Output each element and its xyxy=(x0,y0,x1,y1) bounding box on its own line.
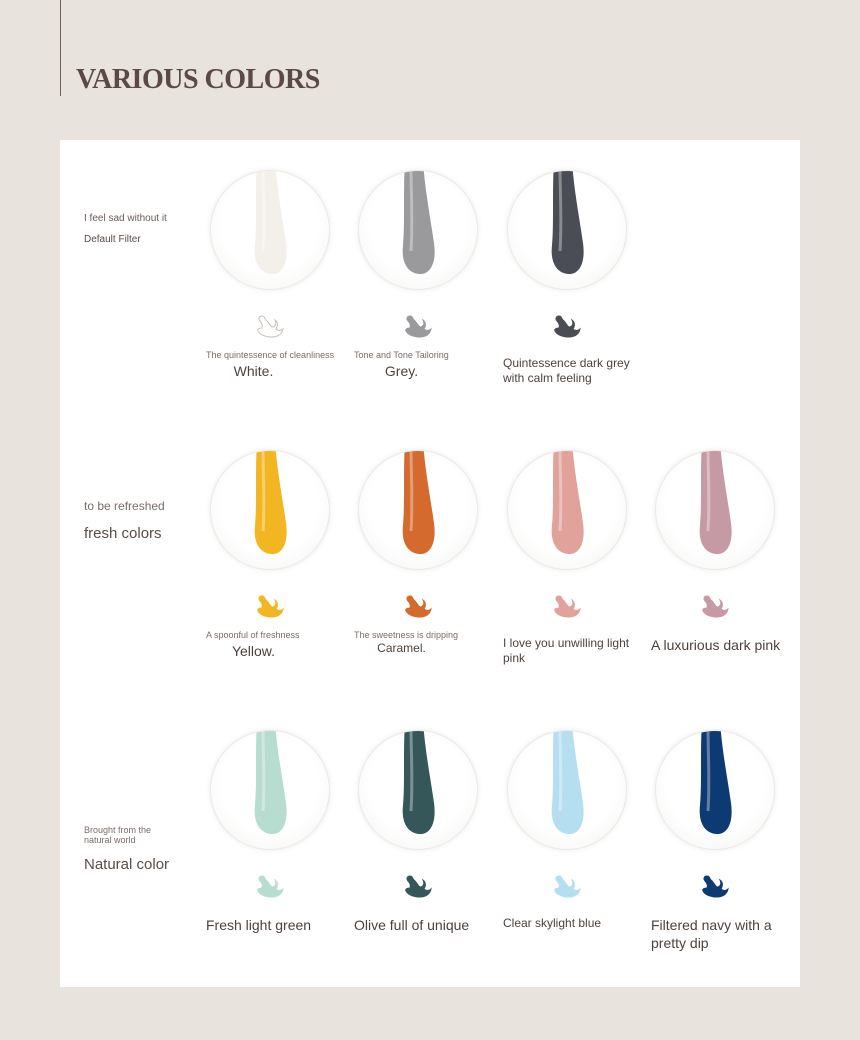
color-item-navy xyxy=(641,730,789,990)
color-item-caramel xyxy=(344,450,492,710)
spoon-handle-icon xyxy=(686,730,744,839)
header-accent-line xyxy=(60,0,61,96)
spoon-handle-swatch xyxy=(210,730,330,850)
spoon-handle-swatch xyxy=(358,450,478,570)
swan-icon xyxy=(256,872,284,898)
color-description: A spoonful of freshness xyxy=(206,630,300,640)
color-panel xyxy=(60,140,800,987)
color-name: Quintessence dark grey with calm feeling xyxy=(503,356,630,385)
page-title: VARIOUS COLORS xyxy=(76,64,320,95)
section-subtitle: to be refreshed xyxy=(84,499,165,513)
color-name: Olive full of unique xyxy=(354,917,470,933)
spoon-handle-swatch xyxy=(358,730,478,850)
color-item-olive xyxy=(344,730,492,990)
section-title: fresh colors xyxy=(84,525,162,542)
color-name: Grey. xyxy=(384,363,419,379)
color-caption xyxy=(354,630,484,656)
color-caption xyxy=(503,636,633,666)
spoon-handle-swatch xyxy=(655,450,775,570)
swan-icon xyxy=(404,592,432,618)
spoon-handle-icon xyxy=(389,170,447,279)
color-name: Fresh light green xyxy=(206,917,312,933)
swan-icon xyxy=(553,592,581,618)
color-caption xyxy=(651,636,781,654)
color-caption xyxy=(206,350,336,379)
spoon-handle-icon xyxy=(241,170,299,279)
spoon-handle-swatch xyxy=(655,730,775,850)
color-name: I love you unwilling light pink xyxy=(503,636,630,665)
swan-icon xyxy=(256,592,284,618)
spoon-handle-icon xyxy=(389,450,447,559)
color-item-grey xyxy=(344,170,492,430)
spoon-handle-swatch xyxy=(358,170,478,290)
color-item-yellow xyxy=(196,450,344,710)
color-item-white xyxy=(196,170,344,430)
spoon-handle-icon xyxy=(241,450,299,559)
color-description: Tone and Tone Tailoring xyxy=(354,350,449,360)
spoon-handle-swatch xyxy=(210,170,330,290)
spoon-handle-icon xyxy=(538,730,596,839)
section-subtitle: Brought from the natural world xyxy=(84,825,152,845)
section-natural-color xyxy=(60,730,800,990)
section-subtitle: I feel sad without it xyxy=(84,213,167,224)
spoon-handle-icon xyxy=(686,450,744,559)
color-name: Yellow. xyxy=(231,643,276,659)
color-item-light-green xyxy=(196,730,344,990)
swan-icon xyxy=(404,872,432,898)
color-caption xyxy=(503,356,633,386)
color-caption xyxy=(354,916,484,934)
color-caption xyxy=(206,630,336,659)
section-default-filter xyxy=(60,170,800,430)
section-title: Default Filter xyxy=(84,234,141,245)
color-caption xyxy=(206,916,336,934)
color-name: Clear skylight blue xyxy=(503,916,602,930)
swan-icon xyxy=(553,872,581,898)
spoon-handle-icon xyxy=(538,450,596,559)
color-caption xyxy=(503,916,633,931)
color-description: The quintessence of cleanliness xyxy=(206,350,335,360)
color-name: Filtered navy with a pretty dip xyxy=(651,917,772,951)
color-caption xyxy=(651,916,781,952)
color-caption xyxy=(354,350,484,379)
color-name: White. xyxy=(233,363,274,379)
spoon-handle-icon xyxy=(538,170,596,279)
spoon-handle-swatch xyxy=(507,730,627,850)
section-fresh-colors xyxy=(60,450,800,710)
swan-icon xyxy=(701,592,729,618)
spoon-handle-swatch xyxy=(210,450,330,570)
swan-icon xyxy=(256,312,284,338)
swan-icon xyxy=(553,312,581,338)
color-item-skylight-blue xyxy=(493,730,641,990)
spoon-handle-swatch xyxy=(507,170,627,290)
swan-icon xyxy=(404,312,432,338)
spoon-handle-swatch xyxy=(507,450,627,570)
color-description: The sweetness is dripping xyxy=(354,630,459,640)
color-item-dark-pink xyxy=(641,450,789,710)
color-item-dark-grey xyxy=(493,170,641,430)
color-name: Caramel. xyxy=(377,641,426,655)
spoon-handle-icon xyxy=(389,730,447,839)
spoon-handle-icon xyxy=(241,730,299,839)
color-item-light-pink xyxy=(493,450,641,710)
color-name: A luxurious dark pink xyxy=(651,637,781,653)
swan-icon xyxy=(701,872,729,898)
section-title: Natural color xyxy=(84,856,170,873)
